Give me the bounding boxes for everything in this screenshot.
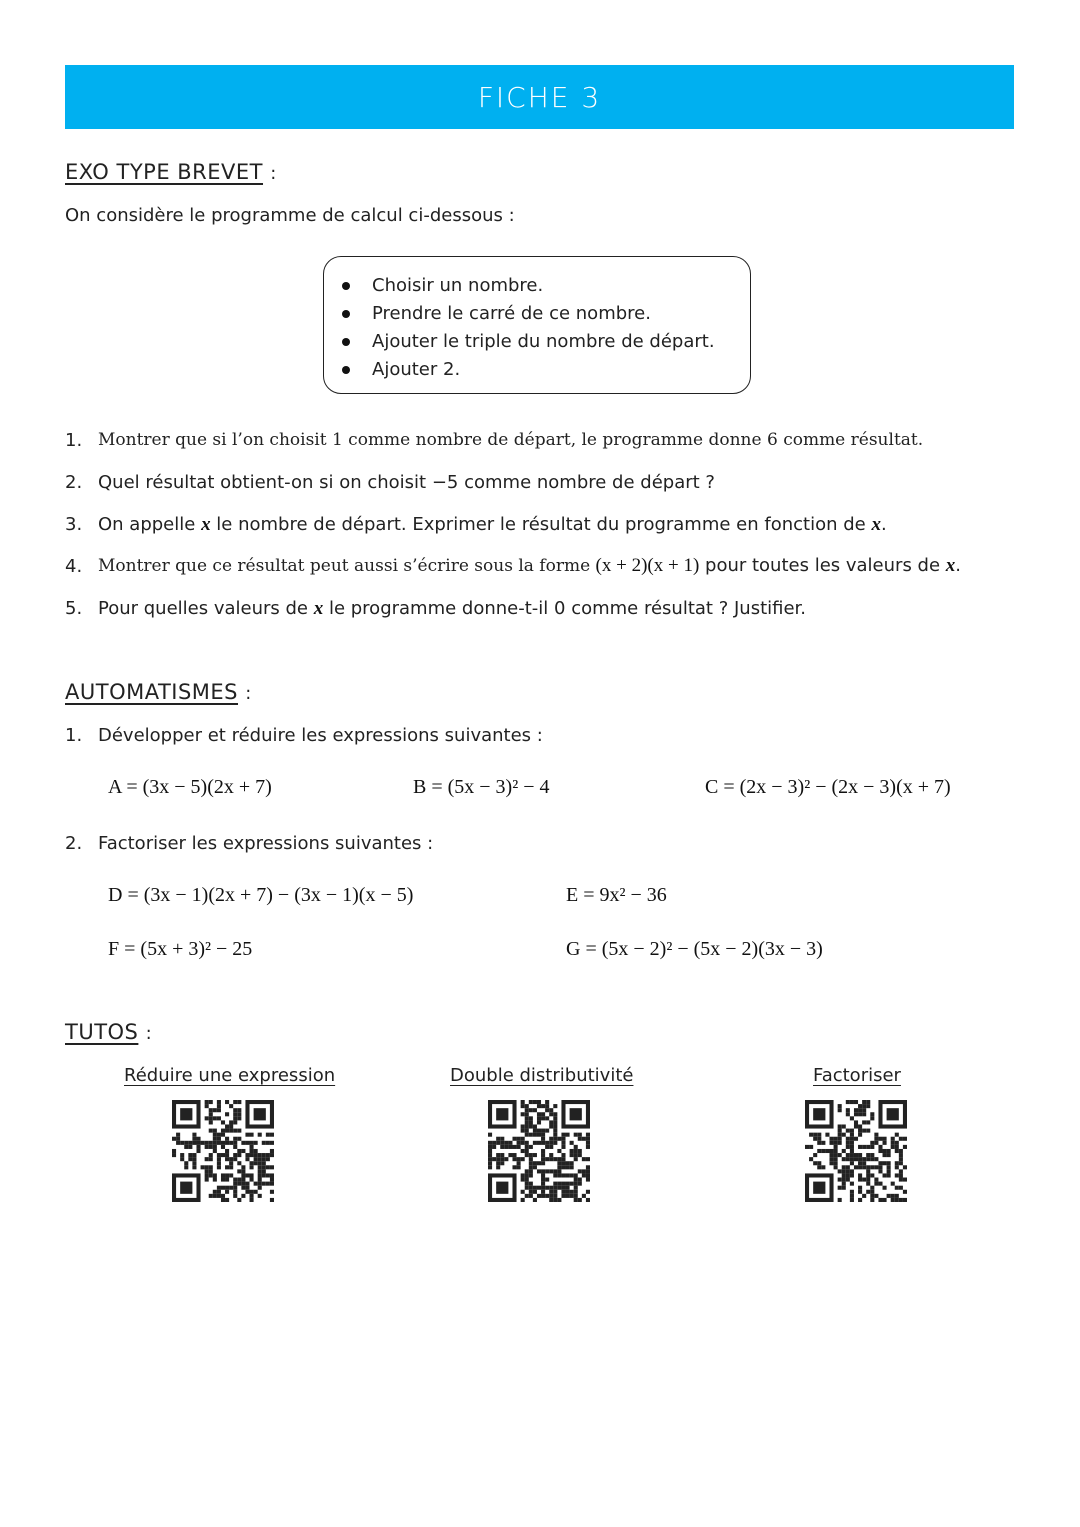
exo-title-colon: : xyxy=(270,163,277,184)
expression-g: G = (5x − 2)² − (5x − 2)(3x − 3) xyxy=(566,938,823,960)
question-3-mid: le nombre de départ. Exprimer le résultat du programme en fonction de xyxy=(210,514,872,535)
question-4-post: . xyxy=(955,555,961,576)
tutos-title-colon: : xyxy=(145,1023,153,1044)
tuto-link-double-distributivite[interactable]: Double distributivité xyxy=(450,1065,634,1086)
expression-b: B = (5x − 3)² − 4 xyxy=(413,776,550,798)
program-step xyxy=(342,303,651,324)
variable-x: x xyxy=(313,598,324,619)
expression: (x + 2)(x + 1) xyxy=(595,555,700,576)
question-3 xyxy=(98,514,887,536)
page-title: FICHE 3 xyxy=(477,80,602,114)
question-number: 3. xyxy=(65,514,83,535)
auto-section-title xyxy=(65,680,252,704)
qr-code-icon[interactable] xyxy=(172,1100,274,1202)
program-step-text: Choisir un nombre. xyxy=(372,275,544,296)
tutos-title-text: TUTOS xyxy=(65,1020,139,1044)
question-1: Montrer que si l’on choisit 1 comme nombre de départ, le programme donne 6 comme résultat. xyxy=(98,430,924,450)
variable-x: x xyxy=(201,514,211,535)
tutos-section-title xyxy=(65,1020,152,1044)
question-number: 1. xyxy=(65,725,83,746)
question-3-post: . xyxy=(880,514,887,535)
bullet-icon xyxy=(342,366,350,374)
qr-code-icon[interactable] xyxy=(488,1100,590,1202)
exo-section-title xyxy=(65,160,277,184)
question-number: 1. xyxy=(65,430,83,451)
variable-x: x xyxy=(871,514,881,535)
question-4-pre: Montrer que ce résultat peut aussi s’écrire sous la forme xyxy=(98,556,596,576)
exo-title-text: EXO TYPE BREVET xyxy=(65,160,264,184)
question-number: 4. xyxy=(65,556,83,577)
program-step-text: Prendre le carré de ce nombre. xyxy=(372,303,651,324)
question-5 xyxy=(98,598,806,620)
question-3-pre: On appelle xyxy=(98,514,202,535)
program-step xyxy=(342,275,543,296)
question-5-post: le programme donne-t-il 0 comme résultat ? Justifier. xyxy=(323,598,807,619)
program-step xyxy=(342,331,715,352)
question-2: Quel résultat obtient-on si on choisit −5 comme nombre de départ ? xyxy=(98,472,715,493)
program-step-text: Ajouter le triple du nombre de départ. xyxy=(372,331,715,352)
tuto-link-reduire[interactable]: Réduire une expression xyxy=(124,1065,336,1086)
program-step xyxy=(342,359,460,380)
bullet-icon xyxy=(342,310,350,318)
question-number: 2. xyxy=(65,833,83,854)
tuto-link-factoriser[interactable]: Factoriser xyxy=(813,1065,901,1086)
question-4 xyxy=(98,555,961,577)
expression-e: E = 9x² − 36 xyxy=(566,884,667,906)
question-5-pre: Pour quelles valeurs de xyxy=(98,598,314,619)
bullet-icon xyxy=(342,338,350,346)
page-header xyxy=(65,65,1014,129)
program-step-text: Ajouter 2. xyxy=(372,359,461,380)
question-number: 5. xyxy=(65,598,83,619)
auto-title-colon: : xyxy=(245,683,252,704)
expression-c: C = (2x − 3)² − (2x − 3)(x + 7) xyxy=(705,776,951,798)
qr-code-icon[interactable] xyxy=(805,1100,907,1202)
question-number: 2. xyxy=(65,472,83,493)
expression-a: A = (3x − 5)(2x + 7) xyxy=(108,776,272,798)
exo-intro: On considère le programme de calcul ci-dessous : xyxy=(65,205,515,226)
auto-title-text: AUTOMATISMES xyxy=(65,680,239,704)
expression-f: F = (5x + 3)² − 25 xyxy=(108,938,253,960)
auto-question-2: Factoriser les expressions suivantes : xyxy=(98,833,434,854)
bullet-icon xyxy=(342,282,350,290)
variable-x: x xyxy=(945,555,956,576)
auto-question-1: Développer et réduire les expressions suivantes : xyxy=(98,725,543,746)
question-4-mid: pour toutes les valeurs de xyxy=(699,555,946,576)
expression-d: D = (3x − 1)(2x + 7) − (3x − 1)(x − 5) xyxy=(108,884,414,906)
